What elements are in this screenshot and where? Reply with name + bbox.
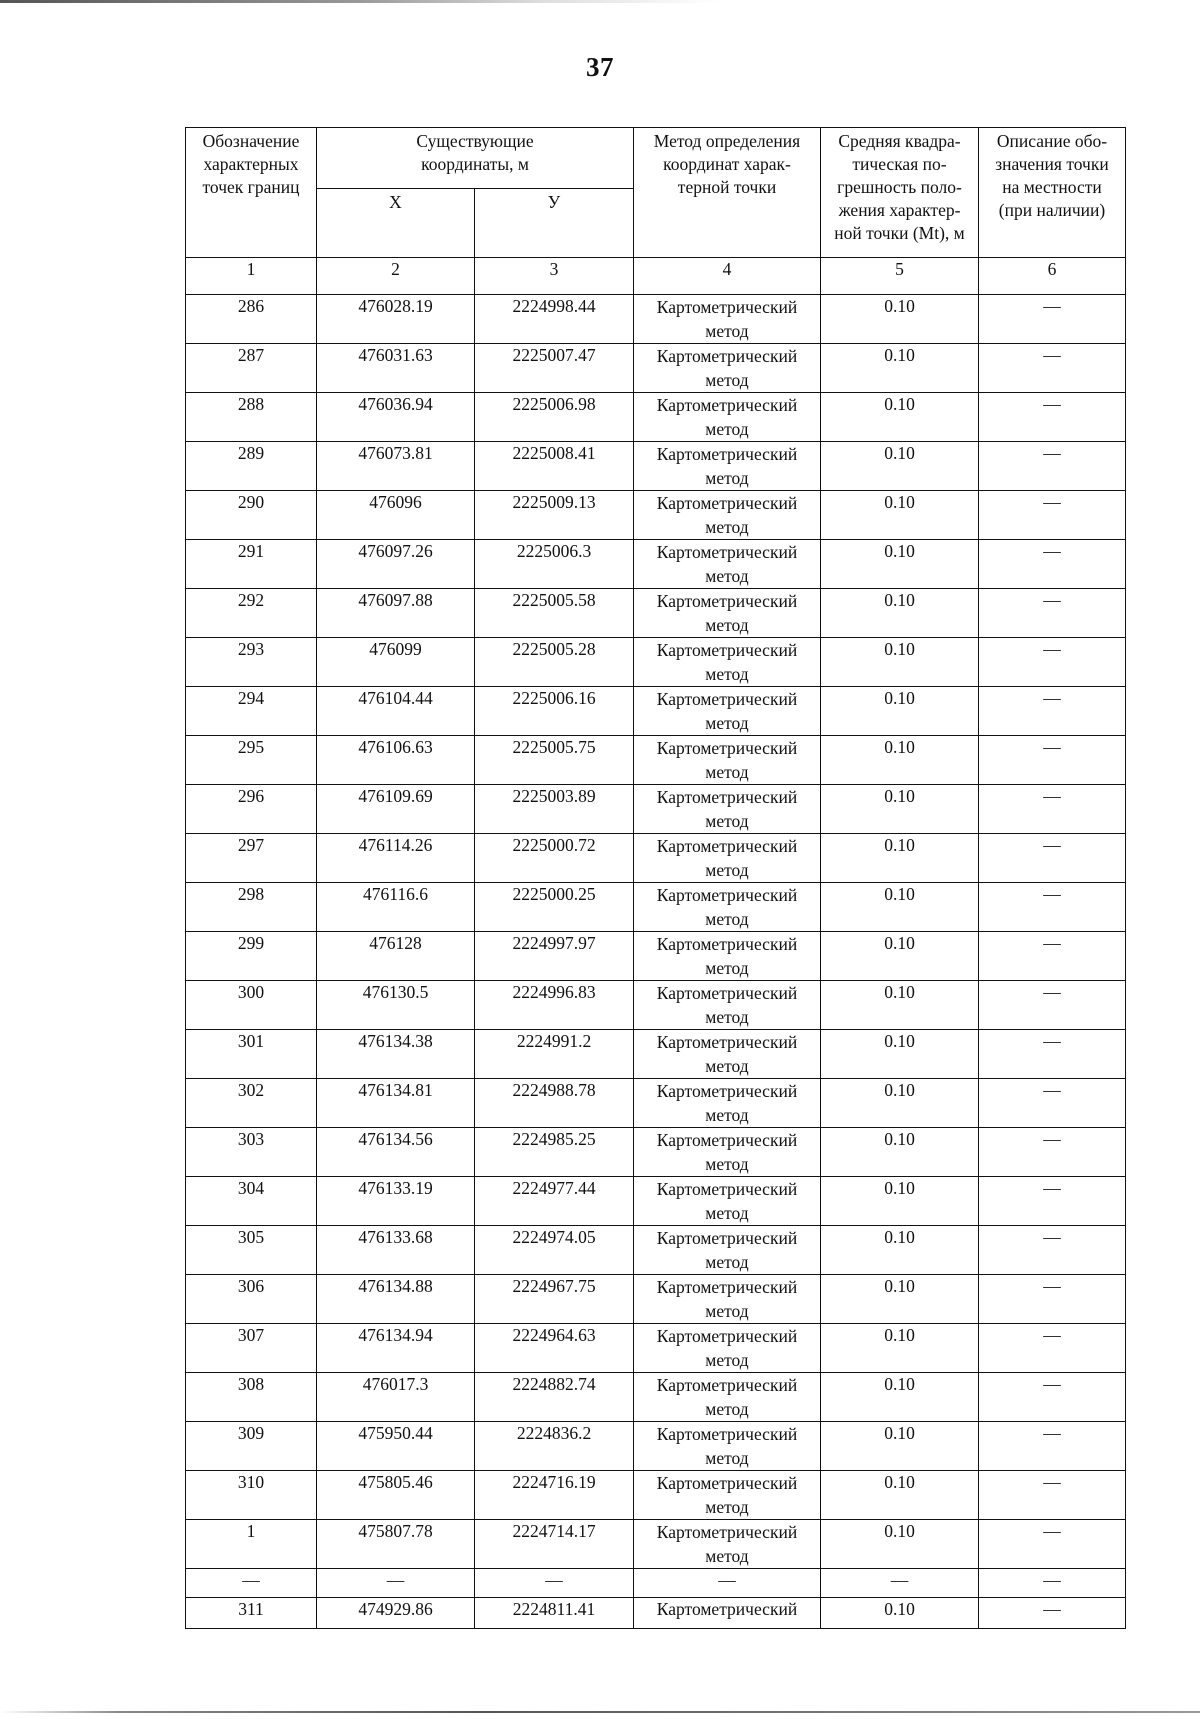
separator-cell: — [979,1569,1126,1598]
header-line: Описание обо- [996,131,1108,151]
method-cell [634,1226,821,1275]
table-row [186,295,1126,344]
mean-square-error: 0.10 [821,540,979,589]
point-number: 1 [186,1520,317,1569]
table-row [186,1128,1126,1177]
y-coordinate: 2224974.05 [475,1226,634,1275]
method-line: Картометрический [656,444,798,464]
mean-square-error: 0.10 [821,589,979,638]
method-cell [634,1030,821,1079]
header-point-designation [186,128,317,258]
header-y: У [475,189,634,258]
method-line: метод [705,419,749,439]
y-coordinate: 2225006.16 [475,687,634,736]
method-line: метод [705,1252,749,1272]
x-coordinate: 476031.63 [317,344,475,393]
method-cell [634,442,821,491]
scan-edge-bottom [0,1711,1200,1713]
header-line: (при наличии) [998,200,1106,220]
header-line: характерных [203,154,299,174]
header-existing-coordinates [317,128,634,189]
y-coordinate: 2225005.28 [475,638,634,687]
x-coordinate: 476073.81 [317,442,475,491]
method-cell [634,1373,821,1422]
method-line: метод [705,1301,749,1321]
x-coordinate: 476017.3 [317,1373,475,1422]
description-cell: — [979,687,1126,736]
method-cell [634,1520,821,1569]
method-cell [634,1177,821,1226]
x-coordinate: 476104.44 [317,687,475,736]
separator-cell: — [821,1569,979,1598]
y-coordinate: 2225008.41 [475,442,634,491]
header-line: значения точки [995,154,1109,174]
mean-square-error: 0.10 [821,1275,979,1324]
mean-square-error: 0.10 [821,932,979,981]
separator-cell: — [475,1569,634,1598]
header-row [186,128,1126,189]
mean-square-error: 0.10 [821,295,979,344]
method-cell: Картометрический [634,1598,821,1629]
mean-square-error: 0.10 [821,1422,979,1471]
method-line: Картометрический [656,493,798,513]
table-row [186,1373,1126,1422]
method-cell [634,687,821,736]
mean-square-error: 0.10 [821,736,979,785]
description-cell: — [979,1030,1126,1079]
mean-square-error: 0.10 [821,687,979,736]
header-line: Обозначение [202,131,300,151]
x-coordinate: 476106.63 [317,736,475,785]
y-coordinate: 2225005.58 [475,589,634,638]
method-line: Картометрический [656,934,798,954]
method-line: Картометрический [656,738,798,758]
point-number: 297 [186,834,317,883]
point-number: 295 [186,736,317,785]
method-line: метод [705,762,749,782]
method-line: метод [705,1350,749,1370]
y-coordinate: 2225006.3 [475,540,634,589]
description-cell: — [979,1177,1126,1226]
method-cell [634,344,821,393]
table-row [186,1598,1126,1629]
y-coordinate: 2224967.75 [475,1275,634,1324]
table-row [186,1275,1126,1324]
header-line: терной точки [677,177,777,197]
table-row [186,785,1126,834]
table-row [186,442,1126,491]
method-line: метод [705,860,749,880]
y-coordinate: 2224977.44 [475,1177,634,1226]
method-line: метод [705,1007,749,1027]
table-row [186,1324,1126,1373]
mean-square-error: 0.10 [821,1226,979,1275]
table-row [186,1471,1126,1520]
description-cell: — [979,1422,1126,1471]
method-line: Картометрический [656,1081,798,1101]
header-line: координат харак- [663,154,791,174]
method-cell [634,491,821,540]
table-row [186,1030,1126,1079]
description-cell: — [979,491,1126,540]
y-coordinate: 2224996.83 [475,981,634,1030]
x-coordinate: 475807.78 [317,1520,475,1569]
y-coordinate: 2225000.72 [475,834,634,883]
point-number: 306 [186,1275,317,1324]
table-row [186,736,1126,785]
method-line: Картометрический [656,1522,798,1542]
header-line: грешность поло- [837,177,962,197]
column-number-row [186,258,1126,295]
table-row [186,344,1126,393]
point-number: 304 [186,1177,317,1226]
method-line: метод [705,1154,749,1174]
method-line: Картометрический [656,395,798,415]
method-line: Картометрический [656,983,798,1003]
method-line: Картометрический [656,1326,798,1346]
point-number: 305 [186,1226,317,1275]
description-cell: — [979,883,1126,932]
x-coordinate: 476116.6 [317,883,475,932]
mean-square-error: 0.10 [821,344,979,393]
method-line: Картометрический [656,689,798,709]
column-number: 2 [317,258,475,295]
table-row [186,1177,1126,1226]
mean-square-error: 0.10 [821,1177,979,1226]
description-cell: — [979,1275,1126,1324]
method-cell [634,1079,821,1128]
description-cell: — [979,1471,1126,1520]
method-cell [634,1324,821,1373]
mean-square-error: 0.10 [821,442,979,491]
column-number: 3 [475,258,634,295]
mean-square-error: 0.10 [821,1079,979,1128]
description-cell: — [979,295,1126,344]
y-coordinate: 2225006.98 [475,393,634,442]
mean-square-error: 0.10 [821,1324,979,1373]
mean-square-error: 0.10 [821,1598,979,1629]
method-line: метод [705,811,749,831]
method-line: Картометрический [656,1473,798,1493]
separator-cell: — [186,1569,317,1598]
method-line: метод [705,958,749,978]
x-coordinate: 475950.44 [317,1422,475,1471]
header-line: Метод определения [653,131,801,151]
description-cell: — [979,834,1126,883]
point-number: 302 [186,1079,317,1128]
method-cell [634,540,821,589]
column-number: 6 [979,258,1126,295]
method-line: метод [705,468,749,488]
x-coordinate: 476130.5 [317,981,475,1030]
method-line: Картометрический [656,346,798,366]
table-row [186,638,1126,687]
method-line: метод [705,1056,749,1076]
method-line: метод [705,664,749,684]
y-coordinate: 2224836.2 [475,1422,634,1471]
method-cell [634,883,821,932]
point-number: 288 [186,393,317,442]
mean-square-error: 0.10 [821,834,979,883]
header-method [634,128,821,258]
method-line: Картометрический [656,885,798,905]
method-line: метод [705,1546,749,1566]
header-line: Средняя квадра- [838,131,961,151]
method-line: Картометрический [656,1424,798,1444]
x-coordinate: 476036.94 [317,393,475,442]
header-line: жения характер- [838,200,961,220]
point-number: 286 [186,295,317,344]
point-number: 310 [186,1471,317,1520]
method-cell [634,736,821,785]
y-coordinate: 2224811.41 [475,1598,634,1629]
description-cell: — [979,1226,1126,1275]
method-line: метод [705,370,749,390]
method-line: метод [705,1399,749,1419]
y-coordinate: 2224991.2 [475,1030,634,1079]
x-coordinate: 476134.56 [317,1128,475,1177]
y-coordinate: 2224985.25 [475,1128,634,1177]
method-line: метод [705,1448,749,1468]
method-line: Картометрический [656,1032,798,1052]
method-cell [634,638,821,687]
x-coordinate: 476096 [317,491,475,540]
y-coordinate: 2225009.13 [475,491,634,540]
method-line: метод [705,615,749,635]
y-coordinate: 2224998.44 [475,295,634,344]
header-x: X [317,189,475,258]
method-cell [634,1471,821,1520]
x-coordinate: 476134.94 [317,1324,475,1373]
method-line: Картометрический [656,542,798,562]
table-row [186,589,1126,638]
table-row [186,687,1126,736]
y-coordinate: 2225007.47 [475,344,634,393]
header-line: на местности [1002,177,1102,197]
description-cell: — [979,442,1126,491]
header-line: координаты, м [421,154,529,174]
y-coordinate: 2225005.75 [475,736,634,785]
point-number: 287 [186,344,317,393]
mean-square-error: 0.10 [821,393,979,442]
y-coordinate: 2224882.74 [475,1373,634,1422]
table-row [186,1079,1126,1128]
point-number: 291 [186,540,317,589]
table-body [186,295,1126,1629]
description-cell: — [979,1373,1126,1422]
method-cell [634,834,821,883]
method-line: Картометрический [656,836,798,856]
separator-row [186,1569,1126,1598]
method-line: метод [705,1105,749,1125]
point-number: 307 [186,1324,317,1373]
y-coordinate: 2224716.19 [475,1471,634,1520]
x-coordinate: 476097.88 [317,589,475,638]
table-row [186,834,1126,883]
table-row [186,981,1126,1030]
x-coordinate: 474929.86 [317,1598,475,1629]
mean-square-error: 0.10 [821,1030,979,1079]
description-cell: — [979,638,1126,687]
point-number: 301 [186,1030,317,1079]
mean-square-error: 0.10 [821,1373,979,1422]
x-coordinate: 476128 [317,932,475,981]
x-coordinate: 476133.19 [317,1177,475,1226]
point-number: 303 [186,1128,317,1177]
point-number: 300 [186,981,317,1030]
x-coordinate: 476099 [317,638,475,687]
method-cell [634,295,821,344]
description-cell: — [979,589,1126,638]
description-cell: — [979,1520,1126,1569]
separator-cell: — [317,1569,475,1598]
point-number: 308 [186,1373,317,1422]
header-line: Существующие [416,131,534,151]
description-cell: — [979,1324,1126,1373]
method-cell [634,1128,821,1177]
page-number: 37 [586,52,614,82]
description-cell: — [979,932,1126,981]
method-line: Картометрический [656,1130,798,1150]
table-row [186,1520,1126,1569]
column-number: 4 [634,258,821,295]
x-coordinate: 476134.38 [317,1030,475,1079]
method-line: метод [705,1497,749,1517]
description-cell: — [979,785,1126,834]
table-row [186,883,1126,932]
mean-square-error: 0.10 [821,1128,979,1177]
column-number: 1 [186,258,317,295]
column-number: 5 [821,258,979,295]
header-line: точек границ [202,177,300,197]
separator-cell: — [634,1569,821,1598]
y-coordinate: 2224997.97 [475,932,634,981]
method-line: Картометрический [656,591,798,611]
header-description [979,128,1126,258]
table-row [186,1226,1126,1275]
mean-square-error: 0.10 [821,883,979,932]
description-cell: — [979,1598,1126,1629]
description-cell: — [979,540,1126,589]
description-cell: — [979,981,1126,1030]
description-cell: — [979,393,1126,442]
y-coordinate: 2225000.25 [475,883,634,932]
point-number: 293 [186,638,317,687]
mean-square-error: 0.10 [821,1471,979,1520]
table-row [186,1422,1126,1471]
description-cell: — [979,1079,1126,1128]
point-number: 290 [186,491,317,540]
point-number: 309 [186,1422,317,1471]
description-cell: — [979,736,1126,785]
table-row [186,491,1126,540]
method-cell [634,393,821,442]
method-cell [634,1422,821,1471]
mean-square-error: 0.10 [821,981,979,1030]
method-line: Картометрический [656,1179,798,1199]
x-coordinate: 476114.26 [317,834,475,883]
method-cell [634,932,821,981]
x-coordinate: 476097.26 [317,540,475,589]
method-cell [634,785,821,834]
point-number: 294 [186,687,317,736]
header-mean-square-error [821,128,979,258]
method-line: Картометрический [656,1375,798,1395]
header-line: тическая по- [852,154,947,174]
point-number: 289 [186,442,317,491]
description-cell: — [979,344,1126,393]
description-cell: — [979,1128,1126,1177]
y-coordinate: 2225003.89 [475,785,634,834]
mean-square-error: 0.10 [821,1520,979,1569]
x-coordinate: 475805.46 [317,1471,475,1520]
method-cell [634,1275,821,1324]
x-coordinate: 476134.88 [317,1275,475,1324]
method-line: Картометрический [656,297,798,317]
mean-square-error: 0.10 [821,785,979,834]
y-coordinate: 2224964.63 [475,1324,634,1373]
point-number: 311 [186,1598,317,1629]
mean-square-error: 0.10 [821,491,979,540]
y-coordinate: 2224988.78 [475,1079,634,1128]
point-number: 296 [186,785,317,834]
x-coordinate: 476109.69 [317,785,475,834]
x-coordinate: 476028.19 [317,295,475,344]
coordinates-table [185,127,1126,1629]
method-line: метод [705,1203,749,1223]
method-cell [634,981,821,1030]
x-coordinate: 476133.68 [317,1226,475,1275]
method-cell [634,589,821,638]
table-row [186,932,1126,981]
method-line: Картометрический [656,1277,798,1297]
header-line: ной точки (Mt), м [834,223,965,243]
table-row [186,540,1126,589]
point-number: 298 [186,883,317,932]
y-coordinate: 2224714.17 [475,1520,634,1569]
method-line: метод [705,909,749,929]
point-number: 292 [186,589,317,638]
point-number: 299 [186,932,317,981]
method-line: Картометрический [656,1228,798,1248]
method-line: Картометрический [656,787,798,807]
scan-edge-top [0,0,1200,3]
method-line: метод [705,566,749,586]
method-line: метод [705,713,749,733]
table-row [186,393,1126,442]
mean-square-error: 0.10 [821,638,979,687]
method-line: Картометрический [656,640,798,660]
x-coordinate: 476134.81 [317,1079,475,1128]
method-line: метод [705,517,749,537]
method-line: метод [705,321,749,341]
